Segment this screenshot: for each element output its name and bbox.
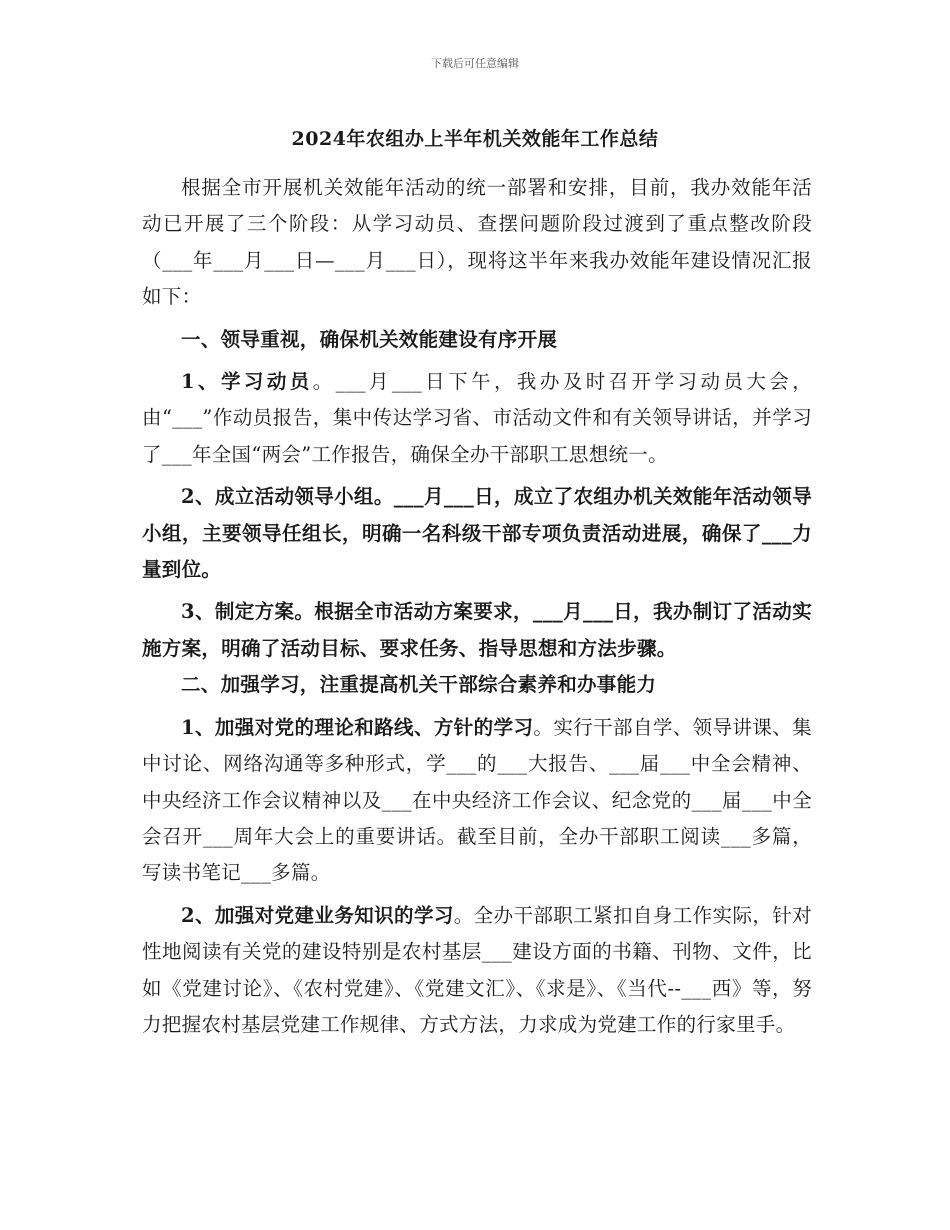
section-heading-1 — [142, 322, 812, 358]
document-title: 2024年农组办上半年机关效能年工作总结 — [291, 128, 659, 150]
header-note: 下载后可任意编辑 — [431, 57, 519, 70]
heading-text: 一、领导重视，确保机关效能建设有序开展 — [181, 327, 558, 351]
paragraph-text: 。全办干部职工紧扣自身工作实际，针对性地阅读有关党的建设特别是农村基层___建设方面的书籍、刊物、文件，比如《党建讨论》、《农村党建》、《党建文汇》、《求是》、《当代--___西》等，努力把握农村基层党建工作规律、方式方法，力求成为党建工作的行家里手。 — [142, 903, 812, 1036]
paragraph-text: 2、成立活动领导小组。___月___日，成立了农组办机关效能年活动领导小组，主要领导任组长，明确一名科级干部专项负责活动进展，确保了___力量到位。 — [142, 485, 812, 582]
paragraph-lead: 1、学习动员 — [181, 370, 313, 394]
paragraph-theory-study — [142, 710, 812, 892]
paragraph-party-building-study — [142, 898, 812, 1044]
section-heading-2 — [142, 667, 812, 703]
paragraph-lead: 2、加强对党建业务知识的学习 — [181, 903, 454, 927]
paragraph-intro — [142, 170, 812, 316]
paragraph-text: 3、制定方案。根据全市活动方案要求，___月___日，我办制订了活动实施方案，明确了活动目标、要求任务、指导思想和方法步骤。 — [142, 600, 812, 660]
document-body — [142, 170, 812, 1043]
paragraph-text: 根据全市开展机关效能年活动的统一部署和安排，目前，我办效能年活动已开展了三个阶段：从学习动员、查摆问题阶段过渡到了重点整改阶段（___年___月___日—___月___日），现将这半年来我办效能年建设情况汇报如下： — [142, 176, 812, 309]
paragraph-plan — [142, 594, 812, 667]
paragraph-text: 。___月___日下午，我办及时召开学习动员大会，由“___”作动员报告，集中传达学习省、市活动文件和有关领导讲话，并学习了___年全国“两会”工作报告，确保全办干部职工思想统一。 — [142, 370, 813, 466]
paragraph-study-mobilization — [142, 364, 812, 473]
heading-text: 二、加强学习，注重提高机关干部综合素养和办事能力 — [181, 673, 657, 697]
paragraph-text: 。实行干部自学、领导讲课、集中讨论、网络沟通等多种形式，学___的___大报告、___届___中全会精神、中央经济工作会议精神以及___在中央经济工作会议、纪念党的___届___中全会召开___周年大会上的重要讲话。截至目前，全办干部职工阅读___多篇，写读书笔记___多篇。 — [142, 715, 813, 885]
paragraph-leading-group — [142, 479, 812, 588]
paragraph-lead: 1、加强对党的理论和路线、方针的学习 — [181, 715, 534, 739]
